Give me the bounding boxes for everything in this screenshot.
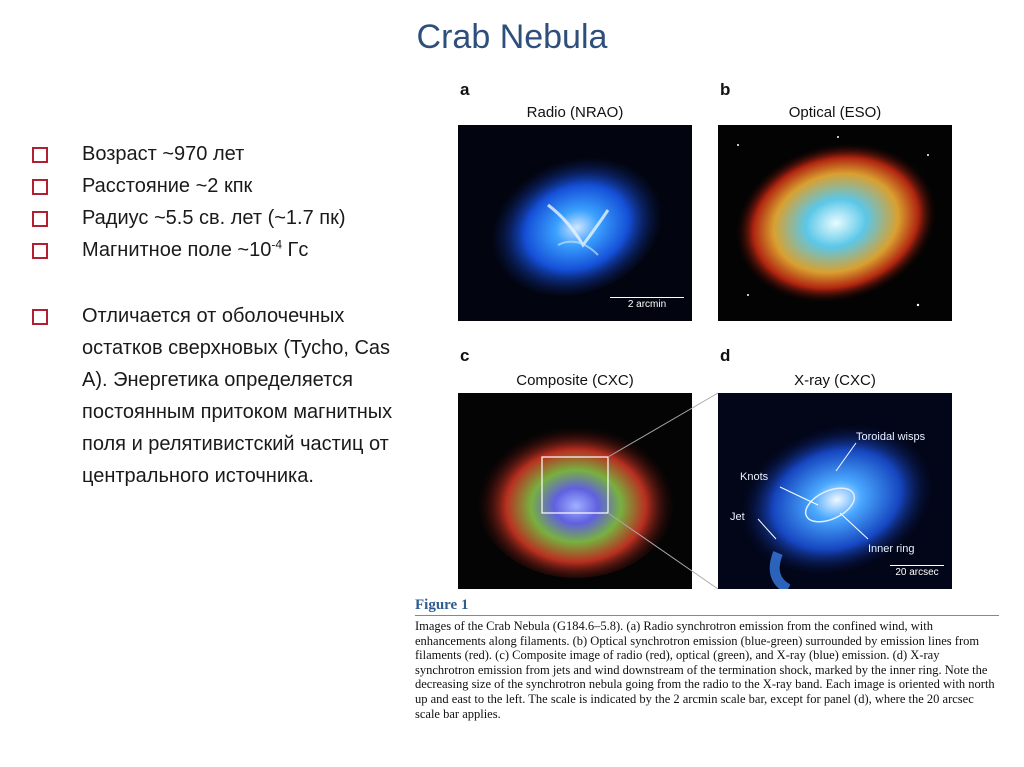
label-jet: Jet <box>730 511 745 523</box>
label-knots: Knots <box>740 471 769 483</box>
panel-caption-d: X-ray (CXC) <box>794 372 876 389</box>
panel-letter-b: b <box>720 80 731 99</box>
figure-title: Figure 1 <box>415 597 469 613</box>
bullet-text: Магнитное поле ~10 <box>82 239 272 261</box>
slide-title: Crab Nebula <box>416 18 608 56</box>
bullet-text: Расстояние ~2 кпк <box>82 175 253 197</box>
xray-image <box>718 393 952 589</box>
panel-letter-d: d <box>720 346 731 365</box>
label-toroidal-wisps: Toroidal wisps <box>856 431 926 443</box>
panel-caption-c: Composite (CXC) <box>516 372 634 389</box>
panel-letter-a: a <box>460 80 470 99</box>
bullet-text: Возраст ~970 лет <box>82 143 245 165</box>
label-inner-ring: Inner ring <box>868 543 915 555</box>
panel-caption-a: Radio (NRAO) <box>526 104 624 121</box>
exponent: -4 <box>271 237 282 252</box>
figure-divider <box>415 615 999 616</box>
panel-letter-c: c <box>460 346 470 365</box>
bullet-text: Радиус ~5.5 св. лет (~1.7 пк) <box>82 207 346 229</box>
unit: Гс <box>282 239 309 261</box>
panel-caption-b: Optical (ESO) <box>788 104 882 121</box>
scale-bar-a: 2 arcmin <box>610 297 684 310</box>
bullet-text: Отличается от оболочечных остатков сверхновых (Tycho, Cas A). Энергетика определяется постоянным притоком магнитных поля и релятивистский частиц от центрального источника. <box>82 305 393 487</box>
scale-bar-d: 20 arcsec <box>890 565 944 578</box>
figure-caption: Images of the Crab Nebula (G184.6–5.8). (a) Radio synchrotron emission from the confined wind, with enhancements along filaments. (b) Optical synchrotron emission (blue-green) surrounded by emission lines from filaments (red). (c) Composite image of radio (red), optical (green), and X-ray (blue) emission. (d) X-ray synchrotron emission from jets and wind downstream of the termination shock, marked by the inner ring. Note the decreasing size of the synchrotron nebula going from the radio to the X-ray band. Each image is oriented with north up and east to the left. The scale is indicated by the 2 arcmin scale bar, except for panel (d), where the 20 arcsec scale bar applies. <box>415 619 995 721</box>
